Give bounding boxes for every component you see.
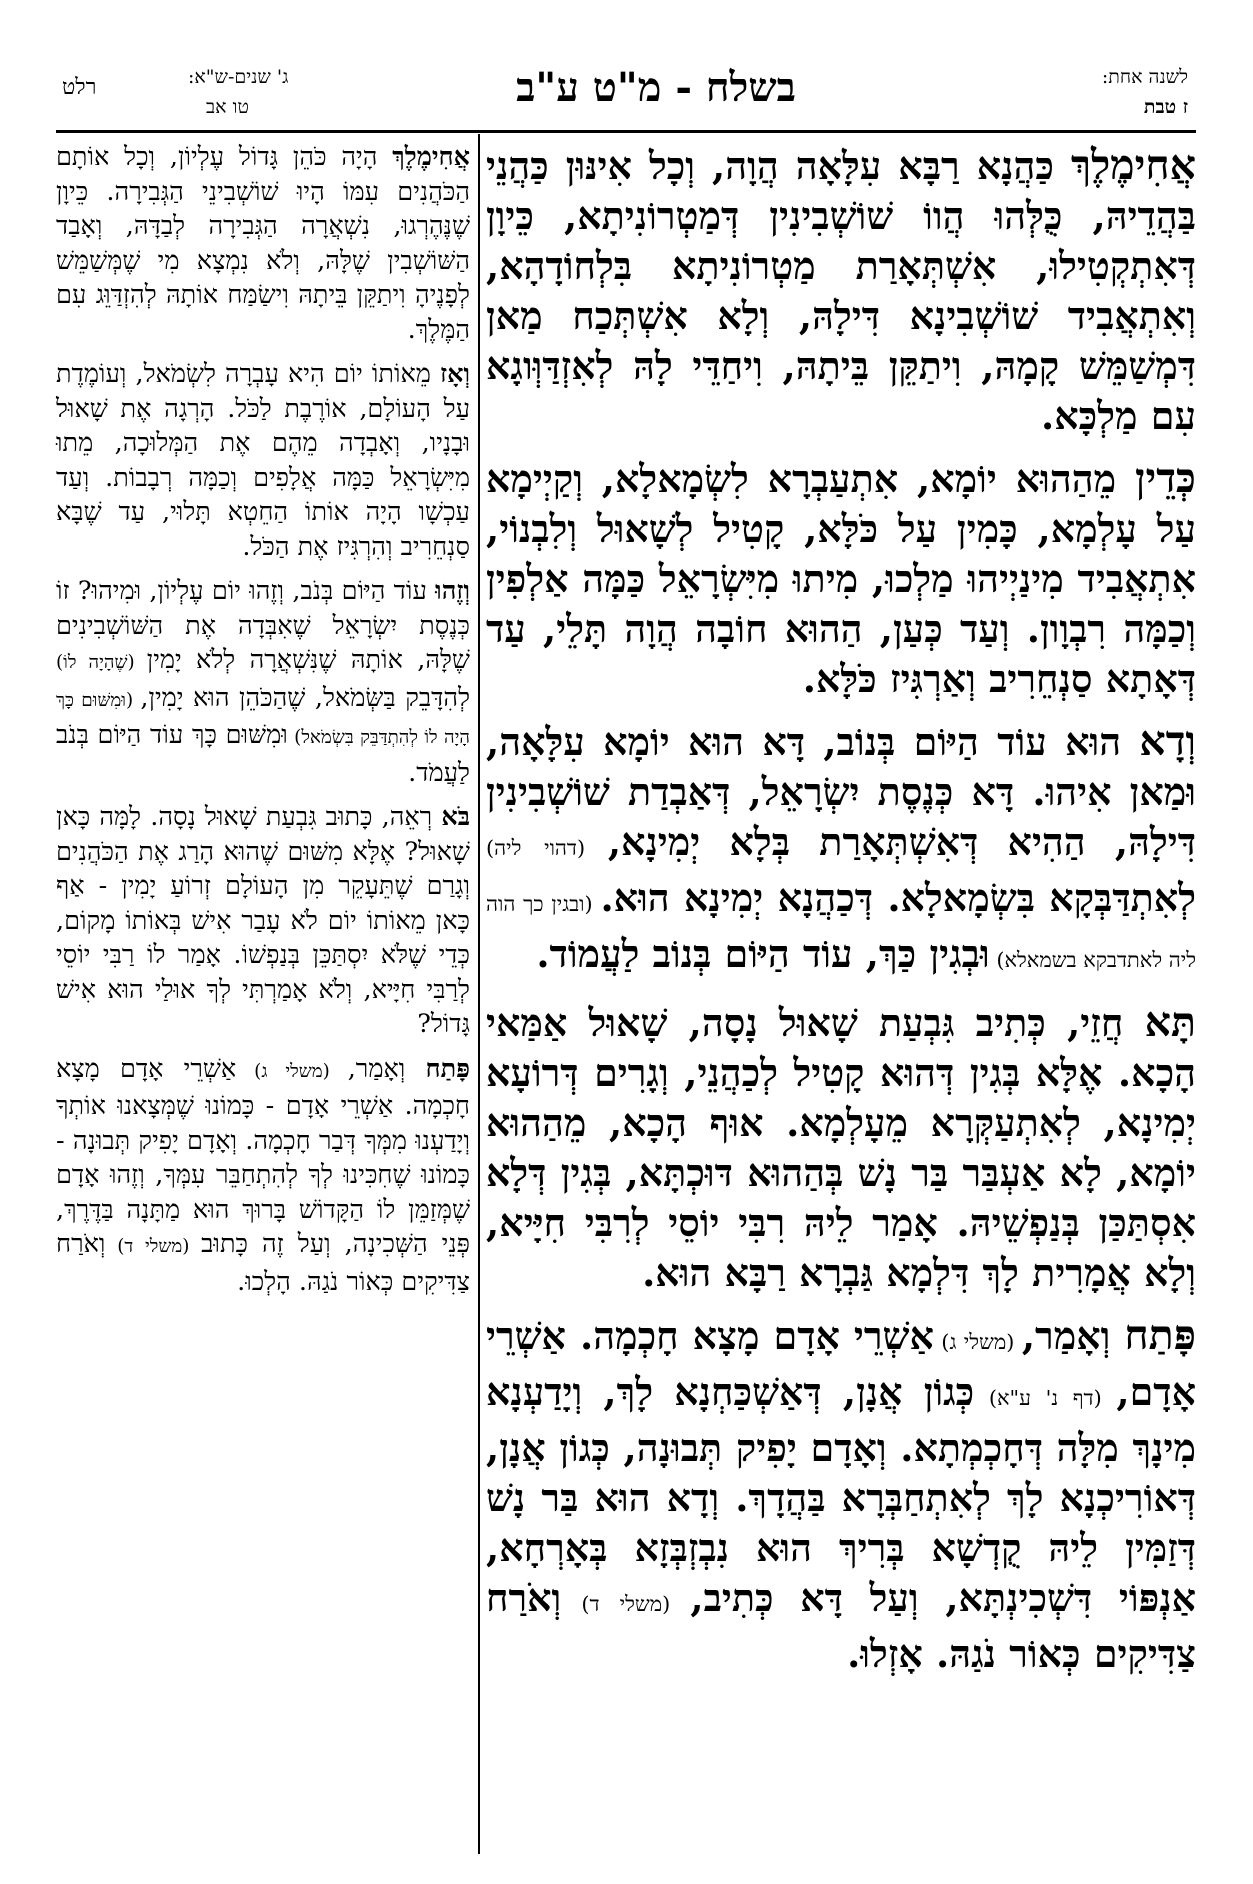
paragraph-text: הוּא עוֹד הַיּוֹם בְּנוֹב, דָּא הוּא יוֹמָא עִלָּאָה, וּמַאן אִיהוּ. דָּא כְּנֶסֶת יִשְׂרָאֵל, דְּאַבְדַת שׁוֹשְׁבִינִין דִּילָהּ, הַהִיא דְּאִשְׁתְּאָרַת בְּלָא יְמִינָא,	[486, 719, 1196, 864]
page-header	[56, 60, 1196, 133]
paragraph-opening-word: בֹּא	[441, 802, 470, 832]
main-paragraph	[486, 453, 1196, 704]
inline-reference: (וּמִשּׁוּם כָּךְ הָיָה לוֹ לְהִתְדַּבֵּק בִּשְׂמֹאל)	[56, 689, 470, 748]
commentary-paragraph	[56, 357, 470, 564]
hebrew-translation-column	[56, 140, 470, 1850]
main-paragraph	[486, 997, 1196, 1298]
paragraph-text: וְאֹרַח צַדִּיקִים כְּאוֹר נֹגַהּ. אָזְלוּ.	[486, 1575, 1196, 1676]
paragraph-text: אַשְׁרֵי אָדָם מָצָא חָכְמָה. אַשְׁרֵי אָדָם,	[486, 1313, 1196, 1414]
paragraph-opening-word: פָּתַח	[1124, 1310, 1197, 1359]
paragraph-opening-word: כְּדֵין	[1134, 453, 1196, 502]
paragraph-opening-word: אֲחִימֶלֶךְ	[392, 142, 470, 172]
paragraph-opening-word: אֲחִימֶלֶךְ	[1070, 140, 1196, 189]
paragraph-text: כְּגוֹן אֲנָן, דְּאַשְׁכַּחְנָא לָךְ, וְיָדַעְנָא מִינָךְ מִלָּה דְּחָכְמְתָא. וְאָדָם יָפִיק תְּבוּנָה, כְּגוֹן אֲנָן, דְּאוֹרִיכְנָא לָךְ לְאִתְחַבְּרָא בַּהֲדָךְ. וְדָא הוּא בַּר נָשׁ דְּזַמִּין לֵיהּ קֻדְשָׁא בְּרִיךְ הוּא נִבְזְבְּזָא בְּאָרְחָא, אַנְפּוֹי דִּשְׁכִינְתָּא, וְעַל דָּא כְּתִיב,	[486, 1369, 1196, 1620]
commentary-paragraph	[56, 574, 470, 790]
paragraph-text: וְאֹרַח צַדִּיקִים כְּאוֹר נֹגַהּ. הָלְכוּ.	[56, 1229, 470, 1297]
inline-reference: (שֶׁהָיָה לוֹ)	[56, 652, 147, 673]
commentary-paragraph	[56, 800, 470, 1042]
main-aramaic-column	[486, 140, 1196, 1850]
inline-reference: (דהוי ליה)	[486, 836, 608, 860]
study-plan-three-year-date: טו אב	[206, 96, 249, 118]
paragraph-text: מֵהַהוּא יוֹמָא, אִתְעַבְרָא לִשְׂמָאלָא, וְקַיְימָא עַל עָלְמָא, כָּמִין עַל כֹּלָּא, קָטִיל לְשָׁאוּל וְלִבְנוֹי, אִתְאֲבִיד מִינַיְיהוּ מַלְכוּ, מִיתוּ מִיִּשְׂרָאֵל כַּמָּה אַלְפִין וְכַמָּה רִבְוָון. וְעַד כְּעַן, הַהוּא חוֹבָה הֲוָה תָּלֵי, עַד דְּאָתָא סַנְחֵרִיב וְאַרְגִּיז כֹּלָּא.	[486, 456, 1196, 701]
paragraph-text: רְאֵה, כָּתוּב גִּבְעַת שָׁאוּל נָסָה. לָמָּה כָּאן שָׁאוּל? אֶלָּא מִשּׁוּם שֶׁהוּא הָרַג אֶת הַכֹּהֲנִים וְגָרַם שֶׁתֵּעָקֵר מִן הָעוֹלָם זְרוֹעַ יָמִין - אַף כָּאן מֵאוֹתוֹ יוֹם לֹא עָבַר אִישׁ בְּאוֹתוֹ מָקוֹם, כְּדֵי שֶׁלֹּא יִסְתַּכֵּן בְּנַפְשׁוֹ. אָמַר לוֹ רַבִּי יוֹסֵי לְרַבִּי חִיָּיא, וְלֹא אָמַרְתִּי לְךָ אוּלַי הוּא אִישׁ גָּדוֹל?	[56, 802, 470, 1039]
study-plan-three-year-label: ג' שנים-ש"א:	[188, 66, 289, 88]
column-divider	[478, 134, 480, 1854]
commentary-paragraph	[56, 1052, 470, 1300]
paragraph-text: כַּהֲנָא רַבָּא עִלָּאָה הֲוָה, וְכָל אִינּוּן כַּהֲנֵי בַּהֲדֵיהּ, כֻּלְּהוּ הֲווֹ שׁוֹשְׁבִינִין דְּמַטְרוֹנִיתָא, כֵּיוָן דְּאִתְקְטִילוּ, אִשְׁתְּאָרַת מַטְרוֹנִיתָא בִּלְחוֹדָהָא, וְאִתְאֲבִיד שׁוֹשְׁבִינָא דִּילָהּ, וְלָא אִשְׁתְּכַח מַאן דִּמְשַׁמֵּשׁ קָמָהּ, וִיתַקֵּן בֵּיתָהּ, וִיחַדֵּי לָהּ לְאִזְדַּוְּוגָא עִם מַלְכָּא.	[486, 143, 1196, 438]
inline-reference: (משלי ד)	[105, 1236, 202, 1257]
paragraph-text: וּבְגִין כַּךְ, עוֹד הַיּוֹם בְּנוֹב לַעֲמוֹד.	[536, 931, 990, 976]
paragraph-text: מֵאוֹתוֹ יוֹם הִיא עָבְרָה לִשְׂמֹאל, וְעוֹמֶדֶת עַל הָעוֹלָם, אוֹרֶבֶת לַכֹּל. הָרְגָה אֶת שָׁאוּל וּבָנָיו, וְאָבְדָה מֵהֶם אֶת הַמְּלוּכָה, מֵתוּ מִיִּשְׂרָאֵל כַּמָּה אֲלָפִים וְכַמָּה רְבָבוֹת. וְעַד עַכְשָׁו הָיָה אוֹתוֹ הַחֵטְא תָּלוּי, עַד שֶׁבָּא סַנְחֵרִיב וְהִרְגִּיז אֶת הַכֹּל.	[56, 359, 470, 562]
paragraph-text: לְהִדָּבֵק בַּשְּׂמֹאל, שֶׁהַכֹּהֵן הוּא יָמִין,	[140, 682, 470, 713]
commentary-paragraph	[56, 140, 470, 347]
paragraph-text: חֲזֵי, כְּתִיב גִּבְעַת שָׁאוּל נָסָה, שָׁאוּל אַמַּאי הָכָא. אֶלָּא בְּגִין דְּהוּא קָטִיל לְכַהֲנֵי, וְגָרִים דְּרוֹעָא יְמִינָא, לְאִתְעַקְּרָא מֵעָלְמָא. אוּף הָכָא, מֵהַהוּא יוֹמָא, לָא אַעְבַּר בַּר נָשׁ בְּהַהוּא דּוּכְתָּא, בְּגִין דְּלָא אִסְתַּכַּן בְּנַפְשֵׁיהּ. אָמַר לֵיהּ רִבִּי יוֹסֵי לְרִבִּי חִיָּיא, וְלָא אֲמָרִית לָךְ דִּלְמָא גַּבְרָא רַבָּא הוּא.	[486, 1000, 1196, 1295]
paragraph-text: וְאָמַר,	[347, 1053, 426, 1084]
main-paragraph	[486, 716, 1196, 985]
paragraph-text: וּמִשּׁוּם כָּךְ עוֹד הַיּוֹם בְּנֹב לַעֲמֹד.	[56, 720, 470, 788]
paragraph-opening-word: תָּא	[1144, 997, 1196, 1046]
paragraph-text: עוֹד הַיּוֹם בְּנֹב, וְזֶהוּ יוֹם עֶלְיוֹן, וּמִיהוּ? זוֹ כְּנֶסֶת יִשְׂרָאֵל שֶׁאִבְּדָה אֶת הַשּׁוֹשְׁבִינִים שֶׁלָּהּ, אוֹתָהּ שֶׁנִּשְׁאֲרָה לְלֹא יָמִין	[56, 576, 470, 675]
inline-reference: (דף נ' ע"א)	[974, 1386, 1117, 1410]
inline-reference: (משלי ד)	[561, 1592, 691, 1616]
paragraph-opening-word: וְדָא	[1139, 716, 1196, 765]
page-title: בשלח - מ"ט ע"ב	[516, 64, 796, 111]
paragraph-opening-word: פָּתַח	[425, 1053, 470, 1084]
paragraph-text: אַשְׁרֵי אָדָם מָצָא חָכְמָה. אַשְׁרֵי אָדָם - כָּמוֹנוּ שֶׁמְּצָאנוּ אוֹתְךָ וְיָדַעְנוּ מִמְּךָ דְּבַר חָכְמָה. וְאָדָם יָפִיק תְּבוּנָה - כָּמוֹנוּ שֶׁחִכִּינוּ לְךָ לְהִתְחַבֵּר עִמְּךָ, וְזֶהוּ אָדָם שֶׁמְּזַמֵּן לוֹ הַקָּדוֹשׁ בָּרוּךְ הוּא מַתָּנָה בַּדֶּרֶךְ, פְּנֵי הַשְּׁכִינָה, וְעַל זֶה כָּתוּב	[56, 1053, 470, 1259]
paragraph-text: לְאִתְדַּבְּקָא בִּשְׂמָאלָא. דְּכַהֲנָא יְמִינָא הוּא.	[600, 875, 1196, 920]
study-plan-one-year-date: ז טבת	[1143, 96, 1188, 118]
inline-reference: (ובגין כך הוה ליה לאתדבקא בשמאלא)	[486, 892, 1196, 972]
main-paragraph	[486, 140, 1196, 441]
main-paragraph	[486, 1310, 1196, 1679]
paragraph-opening-word: וְאָז	[439, 359, 470, 389]
page-number: רלט	[62, 75, 97, 100]
inline-reference: (משלי ג)	[236, 1060, 348, 1082]
inline-reference: (משלי ג)	[933, 1330, 1022, 1354]
paragraph-text: הָיָה כֹּהֵן גָּדוֹל עֶלְיוֹן, וְכָל אוֹתָם הַכֹּהֲנִים עִמּוֹ הָיוּ שׁוֹשְׁבִינֵי הַגְּבִירָה. כֵּיוָן שֶׁנֶּהֶרְגוּ, נִשְׁאֲרָה הַגְּבִירָה לְבַדָּהּ, וְאָבַד הַשּׁוֹשְׁבִין שֶׁלָּהּ, וְלֹא נִמְצָא מִי שֶׁמְּשַׁמֵּשׁ לְפָנֶיהָ וִיתַקֵּן בֵּיתָהּ וִישַׂמַּח אוֹתָהּ לְהִזְדַּוֵּג עִם הַמֶּלֶךְ.	[56, 142, 470, 345]
study-plan-one-year-label: לשנה אחת:	[1101, 66, 1188, 88]
paragraph-opening-word: וְזֶהוּ	[435, 576, 470, 606]
paragraph-text: וְאָמַר,	[1021, 1313, 1125, 1358]
